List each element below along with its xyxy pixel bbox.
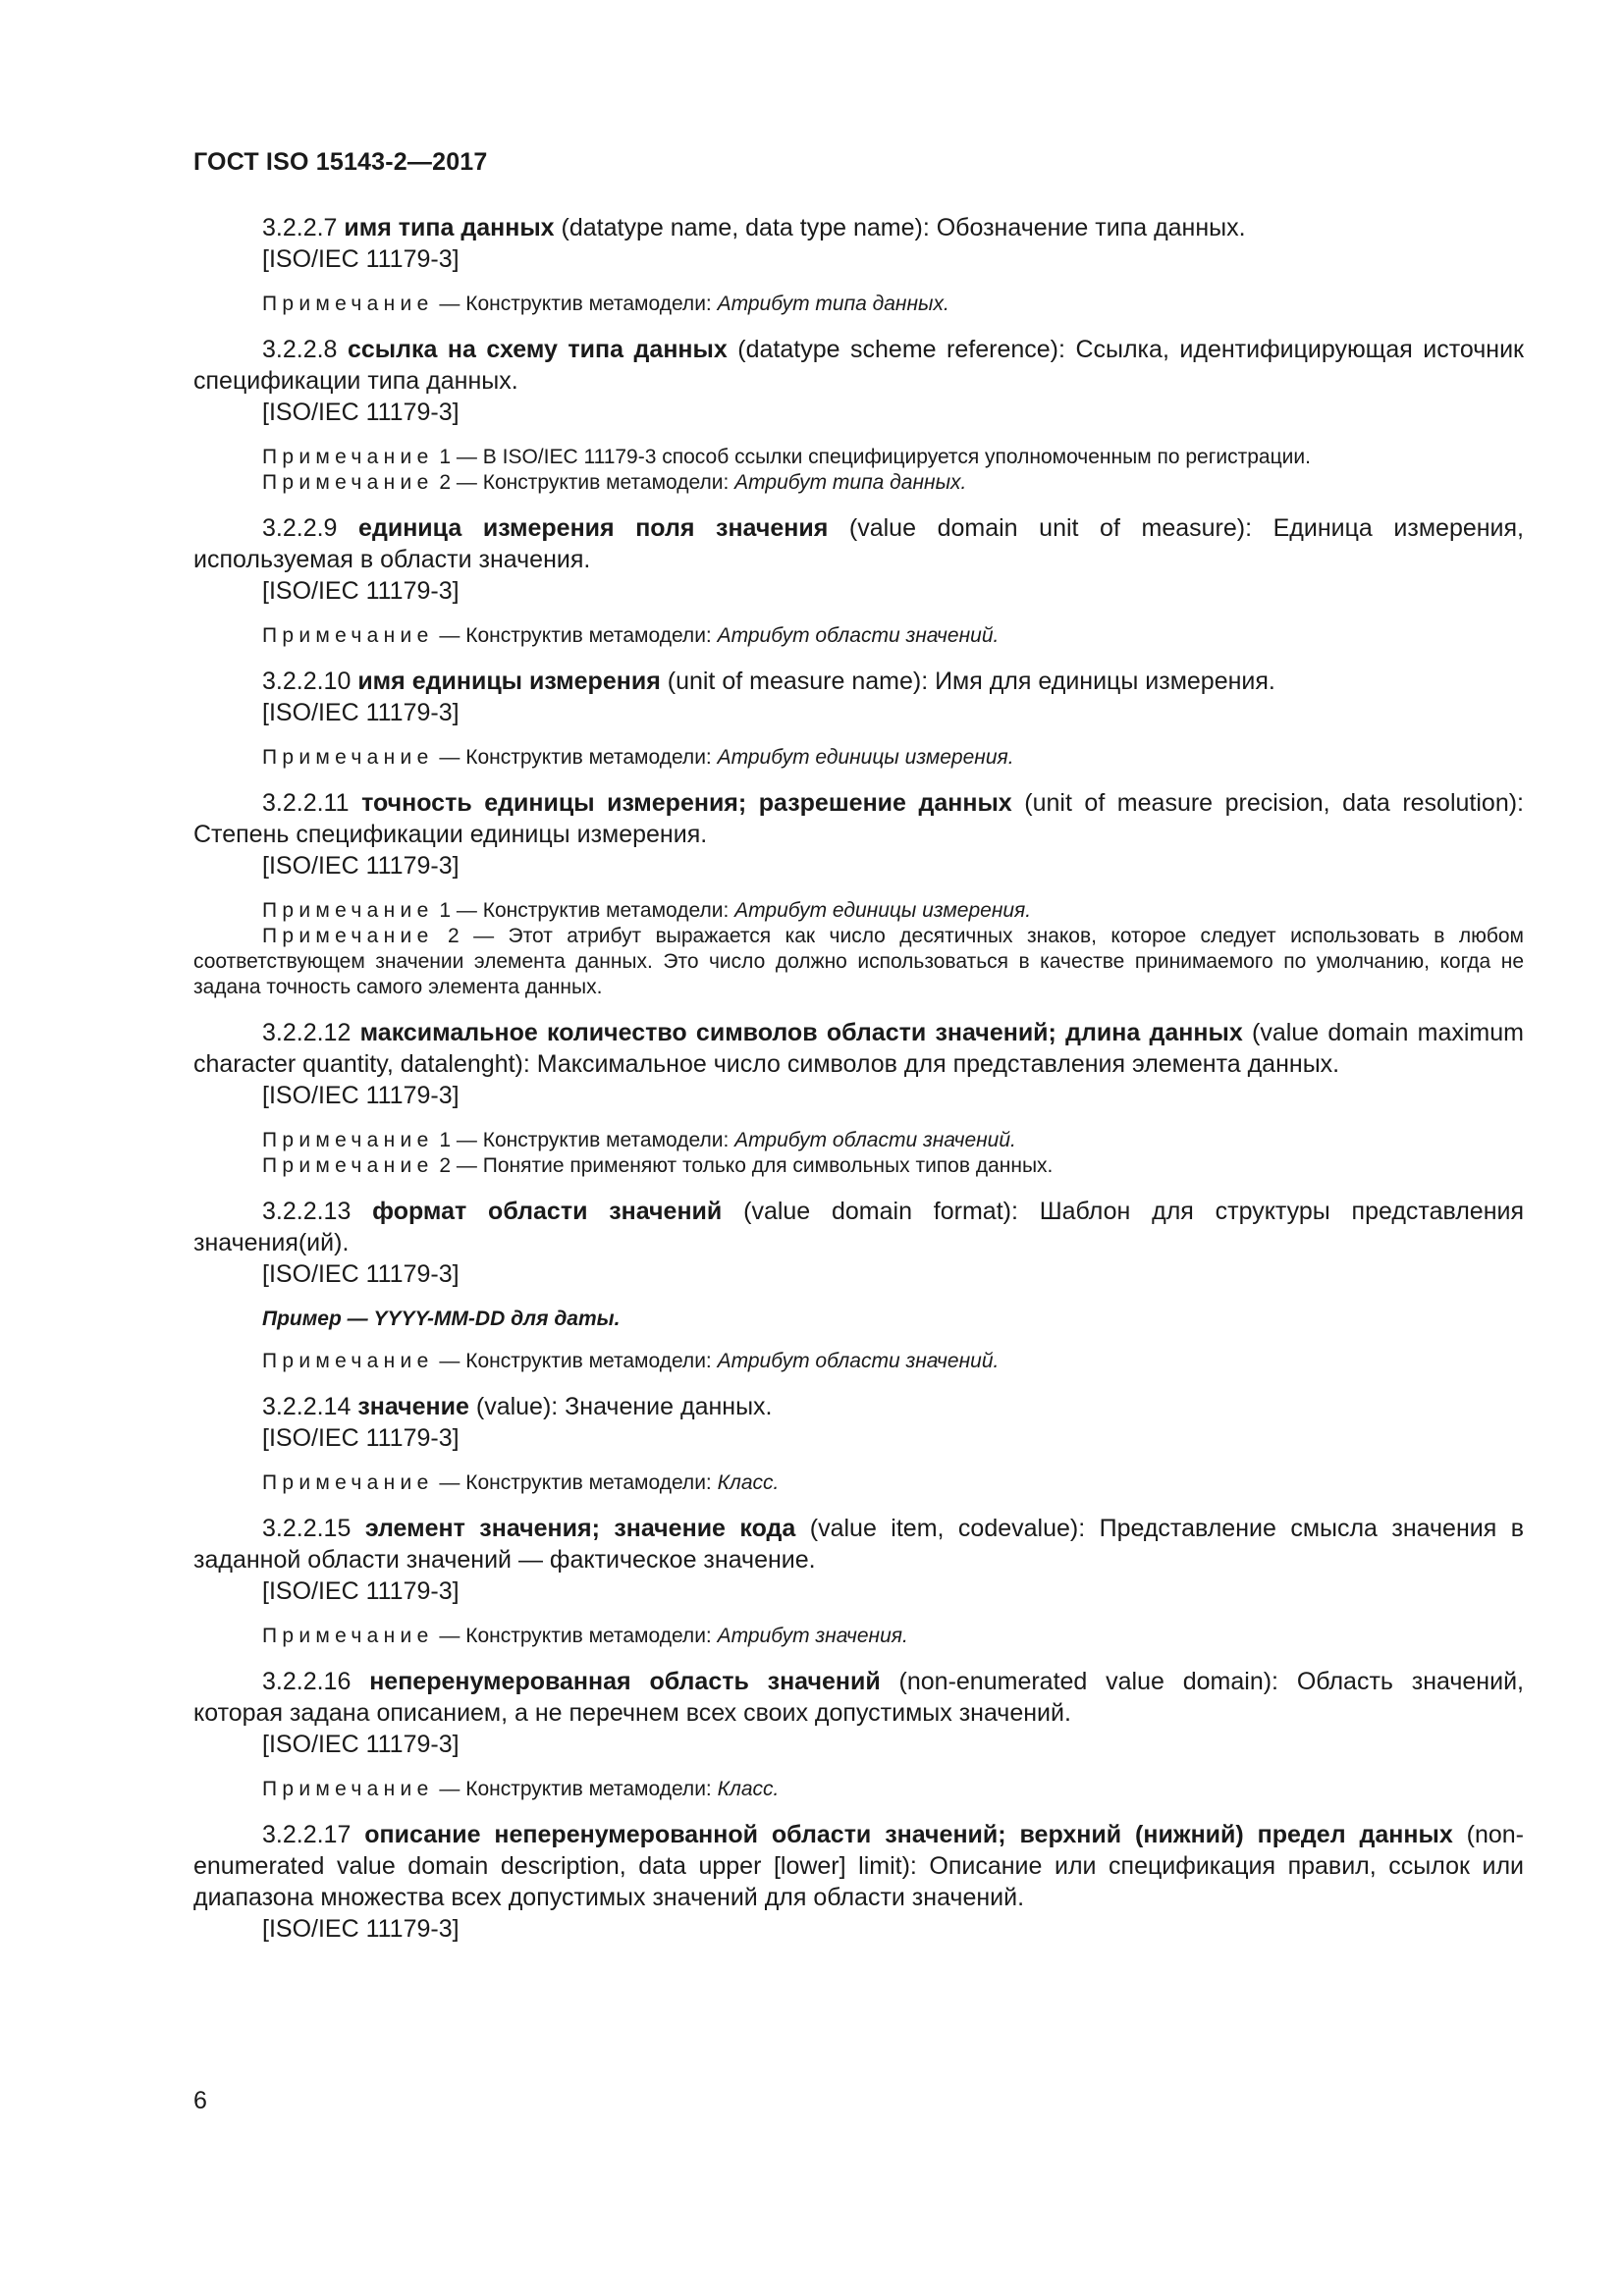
term-source: [ISO/IEC 11179-3] (262, 1424, 460, 1452)
note-text: — Конструктив метамодели: (433, 1350, 718, 1372)
term-definition: (value domain unit of measure): Единица измерения, используемая в области значения. (193, 514, 1525, 573)
notes-group (193, 745, 1524, 771)
term-entry (193, 512, 1524, 575)
notes-group (193, 292, 1524, 317)
notes-group (193, 623, 1524, 649)
term-entry (193, 1017, 1524, 1080)
note-text: — Конструктив метамодели: (433, 1625, 718, 1647)
notes-group (193, 445, 1524, 496)
term-definition: (value item, codevalue): Представление смысла значения в заданной области значений — фактическое значение. (193, 1515, 1524, 1574)
term-definition: (non-enumerated value domain): Область значений, которая задана описанием, а не перечнем всех своих допустимых значений. (193, 1668, 1524, 1727)
term-name: имя типа данных (344, 214, 555, 241)
term-number: 3.2.2.16 (262, 1668, 352, 1695)
note-label: Примечание (262, 1778, 434, 1800)
term-source: [ISO/IEC 11179-3] (262, 577, 460, 605)
term-source: [ISO/IEC 11179-3] (262, 1577, 460, 1605)
notes-group (193, 1349, 1524, 1374)
term-definition: (value domain maximum character quantity, datalenght): Максимальное число символов для представления элемента данных. (193, 1019, 1524, 1078)
term-name: единица измерения поля значения (358, 514, 829, 542)
term-entry (193, 666, 1524, 697)
note-label: Примечание (262, 899, 434, 922)
term-definition: (value domain format): Шаблон для структуры представления значения(ий). (193, 1198, 1525, 1256)
note-label: Примечание (262, 624, 434, 647)
term-number: 3.2.2.7 (262, 214, 338, 241)
term-number: 3.2.2.11 (262, 789, 350, 817)
notes-group (193, 1470, 1524, 1496)
note-label: Примечание (262, 1154, 434, 1177)
note-italic-text: Класс. (717, 1778, 780, 1800)
term-entry (193, 1391, 1524, 1422)
note-label: Примечание (262, 1625, 434, 1647)
term-number: 3.2.2.9 (262, 514, 338, 542)
page-number: 6 (193, 2087, 207, 2114)
term-entry (193, 1819, 1524, 1913)
note (193, 924, 1524, 1000)
term-number: 3.2.2.8 (262, 336, 338, 363)
term-example: Пример — YYYY-MM-DD для даты. (262, 1308, 621, 1330)
note (193, 1128, 1524, 1153)
note-text: — Конструктив метамодели: (433, 293, 718, 315)
notes-group (193, 1624, 1524, 1649)
note-label: Примечание (262, 1471, 434, 1494)
note-label: Примечание (262, 471, 434, 494)
term-entry (193, 787, 1524, 850)
term-name: неперенумерованная область значений (369, 1668, 881, 1695)
note (193, 1153, 1524, 1179)
term-name: элемент значения; значение кода (364, 1515, 796, 1542)
term-source: [ISO/IEC 11179-3] (262, 852, 460, 880)
note (193, 1470, 1524, 1496)
note-italic-text: Класс. (717, 1471, 780, 1494)
term-number: 3.2.2.17 (262, 1821, 352, 1848)
note-index: 2 (439, 1154, 452, 1177)
term-name: значение (357, 1393, 469, 1420)
term-entry (193, 1666, 1524, 1729)
term-source: [ISO/IEC 11179-3] (262, 245, 460, 273)
note (193, 445, 1524, 470)
term-definition: (unit of measure name): Имя для единицы измерения. (660, 667, 1275, 695)
term-name: точность единицы измерения; разрешение данных (361, 789, 1012, 817)
note-text: — Конструктив метамодели: (433, 746, 718, 769)
term-number: 3.2.2.13 (262, 1198, 352, 1225)
note-label: Примечание (262, 925, 434, 947)
document-header: ГОСТ ISO 15143-2—2017 (193, 148, 488, 176)
notes-group (193, 898, 1524, 1000)
note-text: — Конструктив метамодели: (433, 624, 718, 647)
note (193, 1624, 1524, 1649)
term-source: [ISO/IEC 11179-3] (262, 1260, 460, 1288)
note-text: — Конструктив метамодели: (451, 899, 735, 922)
term-entry (193, 1513, 1524, 1575)
note-italic-text: Атрибут значения. (717, 1625, 908, 1647)
term-name: формат области значений (372, 1198, 723, 1225)
note-italic-text: Атрибут типа данных. (734, 471, 967, 494)
note-index: 1 (439, 1129, 452, 1151)
note (193, 898, 1524, 924)
note-text: — Конструктив метамодели: (451, 1129, 735, 1151)
term-source: [ISO/IEC 11179-3] (262, 1915, 460, 1943)
note-italic-text: Атрибут типа данных. (717, 293, 949, 315)
notes-group (193, 1128, 1524, 1179)
term-definition: (non-enumerated value domain description, data upper [lower] limit): Описание или спецификация правил, ссылок или диапазона множества всех допустимых значений для области значений. (193, 1821, 1524, 1911)
note-label: Примечание (262, 1129, 434, 1151)
note-text: — Понятие применяют только для символьных типов данных. (451, 1154, 1054, 1177)
term-number: 3.2.2.15 (262, 1515, 352, 1542)
note-italic-text: Атрибут единицы измерения. (734, 899, 1032, 922)
note (193, 470, 1524, 496)
term-definition: (datatype scheme reference): Ссылка, идентифицирующая источник спецификации типа данных. (193, 336, 1524, 395)
note (193, 1349, 1524, 1374)
term-source: [ISO/IEC 11179-3] (262, 1731, 460, 1758)
notes-group (193, 1777, 1524, 1802)
term-number: 3.2.2.12 (262, 1019, 352, 1046)
note-label: Примечание (262, 293, 434, 315)
note-italic-text: Атрибут области значений. (717, 1350, 1000, 1372)
note-italic-text: Атрибут области значений. (717, 624, 1000, 647)
term-source: [ISO/IEC 11179-3] (262, 1082, 460, 1109)
note-label: Примечание (262, 746, 434, 769)
term-source: [ISO/IEC 11179-3] (262, 399, 460, 426)
note-label: Примечание (262, 1350, 434, 1372)
term-name: максимальное количество символов области значений; длина данных (359, 1019, 1243, 1046)
document-page (193, 147, 1524, 1961)
note-label: Примечание (262, 446, 434, 468)
term-entry (193, 1196, 1524, 1258)
note-text: — Конструктив метамодели: (433, 1471, 718, 1494)
term-entry (193, 212, 1524, 243)
note-index: 2 (439, 471, 452, 494)
note-italic-text: Атрибут единицы измерения. (717, 746, 1014, 769)
term-definition: (datatype name, data type name): Обозначение типа данных. (554, 214, 1246, 241)
note-text: — Этот атрибут выражается как число десятичных знаков, которое следует использовать в любом соответствующем значении элемента данных. Это число должно использоваться в качестве принимаемого по умолчанию, когда не задана точность самого элемента данных. (193, 925, 1524, 998)
note-italic-text: Атрибут области значений. (734, 1129, 1016, 1151)
note (193, 292, 1524, 317)
note-text: — Конструктив метамодели: (451, 471, 735, 494)
note-text: — Конструктив метамодели: (433, 1778, 718, 1800)
note-text: — В ISO/IEC 11179-3 способ ссылки специфицируется уполномоченным по регистрации. (451, 446, 1311, 468)
note-index: 1 (439, 899, 452, 922)
note (193, 1777, 1524, 1802)
term-definition: (value): Значение данных. (468, 1393, 773, 1420)
term-number: 3.2.2.14 (262, 1393, 352, 1420)
note-index: 2 (447, 925, 460, 947)
note (193, 745, 1524, 771)
terms-list (193, 212, 1524, 1945)
term-name: имя единицы измерения (357, 667, 661, 695)
note (193, 623, 1524, 649)
term-name: ссылка на схему типа данных (347, 336, 728, 363)
term-definition: (unit of measure precision, data resolution): Степень спецификации единицы измерения. (193, 789, 1524, 848)
term-entry (193, 334, 1524, 397)
term-name: описание неперенумерованной области значений; верхний (нижний) предел данных (364, 1821, 1453, 1848)
note-index: 1 (439, 446, 452, 468)
term-number: 3.2.2.10 (262, 667, 352, 695)
term-source: [ISO/IEC 11179-3] (262, 699, 460, 726)
